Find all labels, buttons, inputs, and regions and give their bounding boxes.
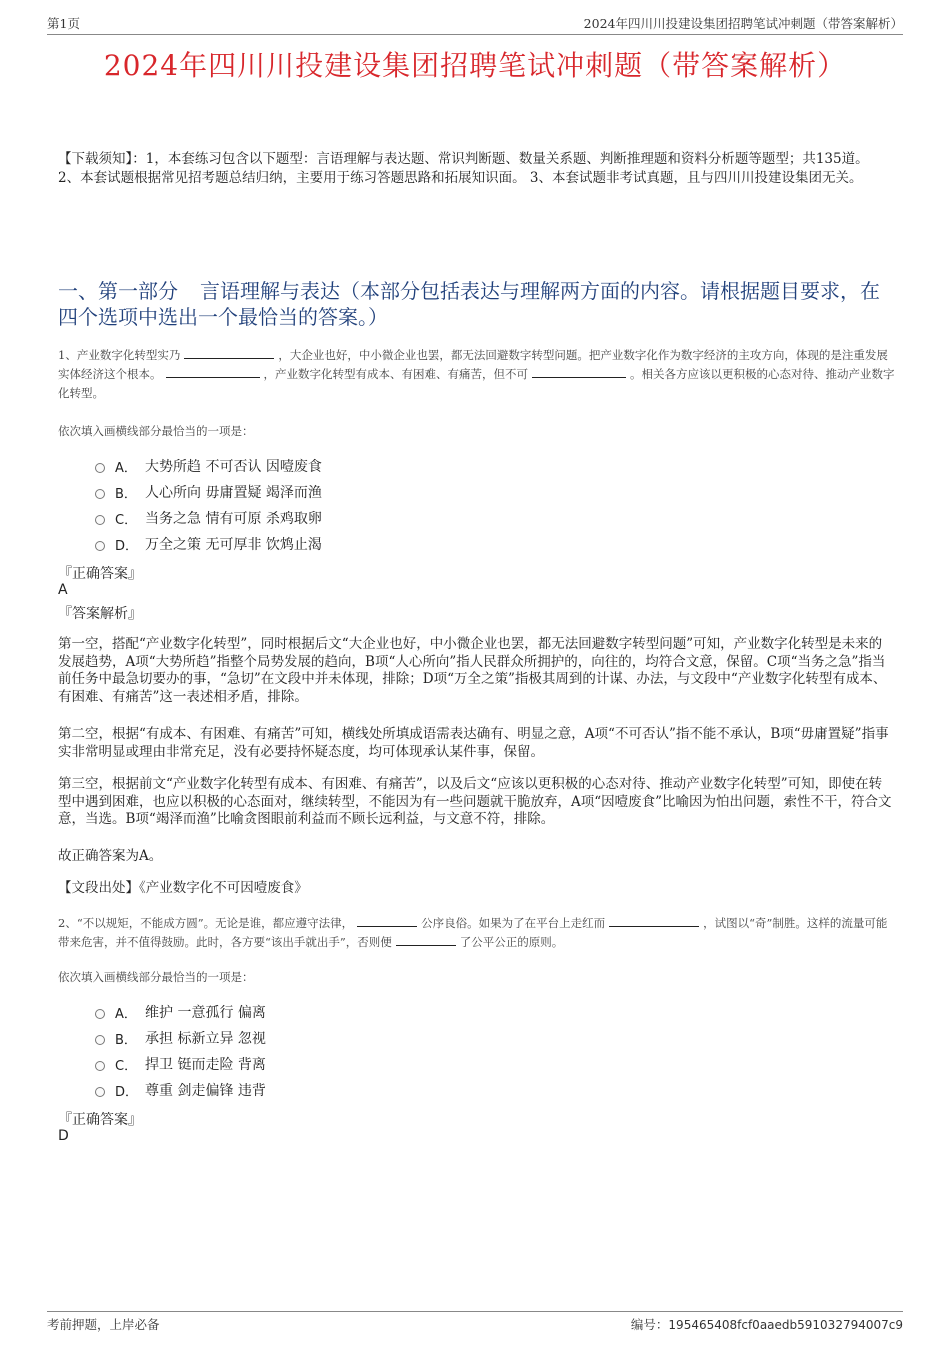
q1-text-4: 。相关各方应该以更积极的心态对待、推动产业数字化转型。 xyxy=(58,367,895,400)
q1-option-c[interactable]: C． 当务之急 情有可原 杀鸡取卵 xyxy=(95,505,322,531)
q1-analysis-para-1: 第一空，搭配“产业数字化转型”，同时根据后文“大企业也好，中小微企业也罢，都无法回避数字转型问题”可知，产业数字化转型是未来的发展趋势，A项“大势所趋”指整个局势发展的趋向，B项“人心所向”指人民群众所拥护的，向往的，均符合文意，保留。C项“当务之急”指当前任务中最急切要办的事，“急切”在文段中并未体现，排除；D项“万全之策”指极其周到的计谋、办法，与文段中“产业数字化转型有成本、有困难、有痛苦”这一表述相矛盾，排除。 xyxy=(58,636,887,705)
q1-analysis-para-2: 第二空，根据“有成本、有困难、有痛苦”可知，横线处所填成语需表达确有、明显之意，A项“不可否认”指不能不承认，B项“毋庸置疑”指事实非常明显或理由非常充足，没有必要持怀疑态度，均可体现承认某件事，保留。 xyxy=(58,726,889,760)
fill-blank xyxy=(166,365,260,378)
q2-text-2: 公序良俗。如果为了在平台上走红而 xyxy=(421,916,606,930)
q2-answer: D xyxy=(58,1128,69,1144)
document-code: 195465408fcf0aaedb591032794007c9 xyxy=(668,1318,903,1332)
fill-blank xyxy=(396,933,456,946)
q1-instruction: 依次填入画横线部分最恰当的一项是： xyxy=(58,424,254,438)
q1-text-2: ，大企业也好，中小微企业也罢，都无法回避数字转型问题。把产业数字化作为数字经济的主攻方向，体现的是注重发展实体经济这个根本。 xyxy=(58,348,888,381)
question-2-stem xyxy=(58,914,895,952)
section-description: 言语理解与表达（本部分包括表达与理解两方面的内容。请根据题目要求，在四个选项中选出一个最恰当的答案。） xyxy=(58,279,880,329)
q1-text-3: ，产业数字化转型有成本、有困难、有痛苦，但不可 xyxy=(263,367,528,381)
q1-option-a[interactable]: A． 大势所趋 不可否认 因噎废食 xyxy=(95,453,322,479)
q1-answer: A xyxy=(58,582,68,598)
header-doc-title: 2024年四川川投建设集团招聘笔试冲刺题（带答案解析） xyxy=(583,16,903,31)
footer-slogan: 考前押题，上岸必备 xyxy=(47,1317,160,1332)
radio-icon[interactable] xyxy=(95,1035,105,1045)
q2-instruction: 依次填入画横线部分最恰当的一项是： xyxy=(58,970,254,984)
section-heading xyxy=(58,278,892,330)
fill-blank xyxy=(357,914,417,927)
fill-blank xyxy=(609,914,699,927)
q2-text-1: 2、“不以规矩，不能成方圆”。无论是谁，都应遵守法律， xyxy=(58,916,354,930)
radio-icon[interactable] xyxy=(95,541,105,551)
q1-analysis-para-3: 第三空，根据前文“产业数字化转型有成本、有困难、有痛苦”，以及后文“应该以更积极的心态对待、推动产业数字化转型”可知，即使在转型中遇到困难，也应以积极的心态面对，继续转型，不能因为有一些问题就干脆放弃，A项“因噎废食”比喻因为怕出问题，索性不干，符合文意，当选。B项“竭泽而渔”比喻贪图眼前利益而不顾长远利益，与文意不符，排除。 xyxy=(58,776,892,827)
q1-answer-label: 『正确答案』 xyxy=(58,566,142,582)
radio-icon[interactable] xyxy=(95,463,105,473)
q2-option-d[interactable]: D． 尊重 剑走偏锋 违背 xyxy=(95,1077,266,1103)
q2-text-3: ，试图以“奇”制胜。这样的流量可能带来危害，并不值得鼓励。此时，各方要“该出手就出手”，否则便 xyxy=(58,916,888,949)
q1-text-1: 1、产业数字化转型实乃 xyxy=(58,348,181,362)
q2-options xyxy=(95,999,266,1103)
page-footer xyxy=(47,1311,903,1333)
q1-option-b[interactable]: B． 人心所向 毋庸置疑 竭泽而渔 xyxy=(95,479,322,505)
q2-text-4: 了公平公正的原则。 xyxy=(459,935,564,949)
fill-blank xyxy=(532,365,626,378)
q2-answer-label: 『正确答案』 xyxy=(58,1112,142,1128)
page-title: 2024年四川川投建设集团招聘笔试冲刺题（带答案解析） xyxy=(103,49,847,82)
q2-option-c[interactable]: C． 捍卫 铤而走险 背离 xyxy=(95,1051,266,1077)
radio-icon[interactable] xyxy=(95,1061,105,1071)
radio-icon[interactable] xyxy=(95,515,105,525)
radio-icon[interactable] xyxy=(95,1087,105,1097)
q1-analysis-conclusion: 故正确答案为A。 xyxy=(58,848,163,864)
footer-code-label: 编号： xyxy=(630,1317,669,1332)
q2-option-a[interactable]: A． 维护 一意孤行 偏离 xyxy=(95,999,266,1025)
page-header xyxy=(47,14,903,35)
q2-option-b[interactable]: B． 承担 标新立异 忽视 xyxy=(95,1025,266,1051)
q1-options xyxy=(95,453,322,557)
question-1-stem xyxy=(58,346,895,403)
q1-option-d[interactable]: D． 万全之策 无可厚非 饮鸩止渴 xyxy=(95,531,322,557)
download-notice: 【下载须知】：1，本套练习包含以下题型：言语理解与表达题、常识判断题、数量关系题、判断推理题和资料分析题等题型；共135道。 2、本套试题根据常见招考题总结归纳，主要用于练习答题思路和拓展知识面。 3、本套试题非考试真题，且与四川川投建设集团无关。 xyxy=(58,151,869,186)
q1-analysis-label: 『答案解析』 xyxy=(58,606,142,622)
fill-blank xyxy=(184,346,274,359)
page-number: 第1页 xyxy=(47,16,80,31)
section-part: 一、第一部分 xyxy=(58,279,178,303)
radio-icon[interactable] xyxy=(95,1009,105,1019)
footer-code-block xyxy=(631,1315,903,1333)
radio-icon[interactable] xyxy=(95,489,105,499)
q1-source: 【文段出处】《产业数字化不可因噎废食》 xyxy=(58,880,308,896)
